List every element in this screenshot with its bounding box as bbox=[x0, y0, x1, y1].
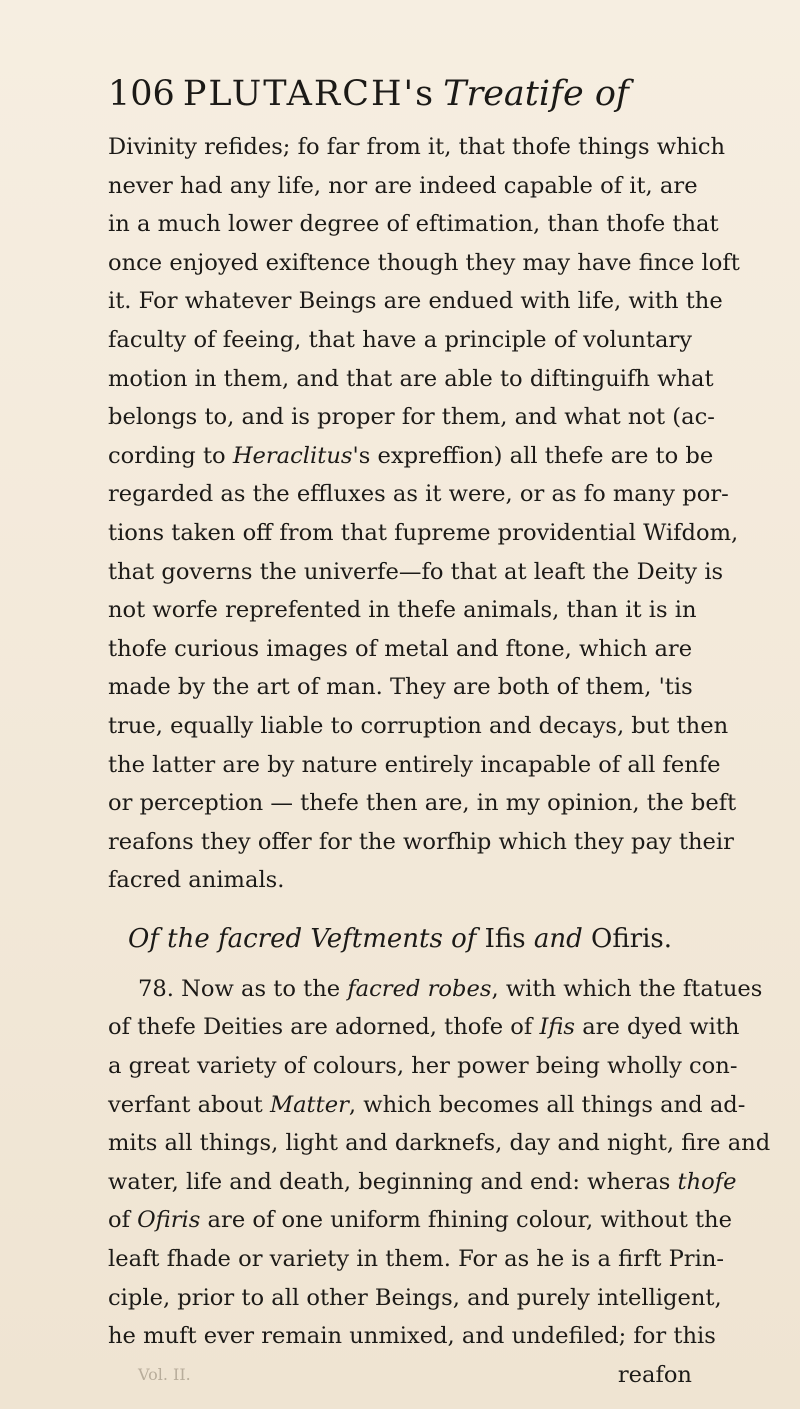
text-line: not worfe reprefented in thefe animals, than it is in bbox=[108, 597, 697, 624]
body-text bbox=[108, 128, 771, 1394]
text-line: tions taken off from that fupreme providential Wifdom, bbox=[108, 519, 739, 546]
text-line: never had any life, nor are indeed capable of it, are bbox=[108, 172, 698, 199]
italic-run: Heraclitus bbox=[232, 442, 353, 469]
text-line: faculty of feeing, that have a principle of voluntary bbox=[108, 326, 692, 353]
section-heading bbox=[108, 908, 692, 970]
italic-run: Matter bbox=[269, 1091, 349, 1118]
heading-isis: Ifis bbox=[476, 923, 534, 954]
page-footer bbox=[108, 1356, 692, 1395]
text-run: cording to bbox=[108, 442, 233, 469]
text-run: of thefe Deities are adorned, thofe of bbox=[108, 1014, 540, 1041]
italic-run: Ofiris bbox=[137, 1207, 201, 1234]
text-line bbox=[108, 970, 763, 1009]
text-run: verfant about bbox=[108, 1091, 270, 1118]
text-line: in a much lower degree of eftimation, than thofe that bbox=[108, 211, 719, 238]
page-number: 106 bbox=[108, 74, 175, 114]
text-run: 78. Now as to the bbox=[138, 975, 348, 1002]
text-line: it. For whatever Beings are endued with life, with the bbox=[108, 288, 723, 315]
heading-osiris: Ofiris. bbox=[582, 923, 673, 954]
text-run: 's expreffion) all thefe are to be bbox=[352, 442, 714, 469]
paragraph-2 bbox=[108, 970, 771, 1356]
text-line: a great variety of colours, her power being wholly con- bbox=[108, 1053, 738, 1080]
catchword: reafon bbox=[617, 1361, 692, 1388]
text-line bbox=[108, 1008, 740, 1047]
text-line: thofe curious images of metal and ftone, which are bbox=[108, 635, 693, 662]
text-run: are dyed with bbox=[575, 1014, 740, 1041]
text-line bbox=[108, 1086, 746, 1125]
text-line: or perception — thefe then are, in my opinion, the beft bbox=[108, 790, 737, 817]
text-line: reafons they offer for the worfhip which they pay their bbox=[108, 828, 734, 855]
running-header bbox=[108, 74, 708, 124]
text-run: water, life and death, beginning and end: wheras bbox=[108, 1168, 678, 1195]
text-run: , which becomes all things and ad- bbox=[348, 1091, 746, 1118]
text-line: mits all things, light and darknefs, day and night, fire and bbox=[108, 1130, 771, 1157]
text-line: the latter are by nature entirely incapable of all fenfe bbox=[108, 751, 721, 778]
text-line bbox=[108, 437, 714, 476]
text-run: are of one uniform fhining colour, without the bbox=[200, 1207, 732, 1234]
text-line: regarded as the effluxes as it were, or as fo many por- bbox=[108, 481, 729, 508]
text-line: ciple, prior to all other Beings, and purely intelligent, bbox=[108, 1284, 722, 1311]
text-line: belongs to, and is proper for them, and what not (ac- bbox=[108, 404, 715, 431]
heading-italic: Of the facred Veftments of bbox=[127, 923, 477, 954]
text-line: motion in them, and that are able to diftinguifh what bbox=[108, 365, 714, 392]
paragraph-1 bbox=[108, 128, 740, 900]
italic-run: Ifis bbox=[539, 1014, 576, 1041]
text-line: facred animals. bbox=[108, 867, 285, 894]
text-line: made by the art of man. They are both of them, 'tis bbox=[108, 674, 693, 701]
running-title: PLUTARCH's bbox=[182, 74, 436, 114]
italic-run: thofe bbox=[677, 1168, 737, 1195]
heading-and: and bbox=[533, 923, 583, 954]
text-line: true, equally liable to corruption and decays, but then bbox=[108, 712, 729, 739]
text-run: of bbox=[108, 1207, 138, 1234]
text-line: leaft fhade or variety in them. For as he is a firft Prin- bbox=[108, 1246, 725, 1273]
text-line: that governs the univerfe—fo that at leaft the Deity is bbox=[108, 558, 724, 585]
text-line bbox=[108, 1201, 732, 1240]
text-line: once enjoyed exiftence though they may have fince loft bbox=[108, 249, 740, 276]
signature-mark: Vol. II. bbox=[138, 1364, 191, 1384]
italic-run: facred robes bbox=[347, 975, 492, 1002]
text-line: he muft ever remain unmixed, and undefiled; for this bbox=[108, 1323, 716, 1350]
text-line bbox=[108, 1163, 737, 1202]
text-line: Divinity refides; fo far from it, that thofe things which bbox=[108, 134, 726, 160]
running-title-italic: Treatife of bbox=[443, 74, 629, 114]
text-run: , with which the ftatues bbox=[491, 975, 763, 1002]
